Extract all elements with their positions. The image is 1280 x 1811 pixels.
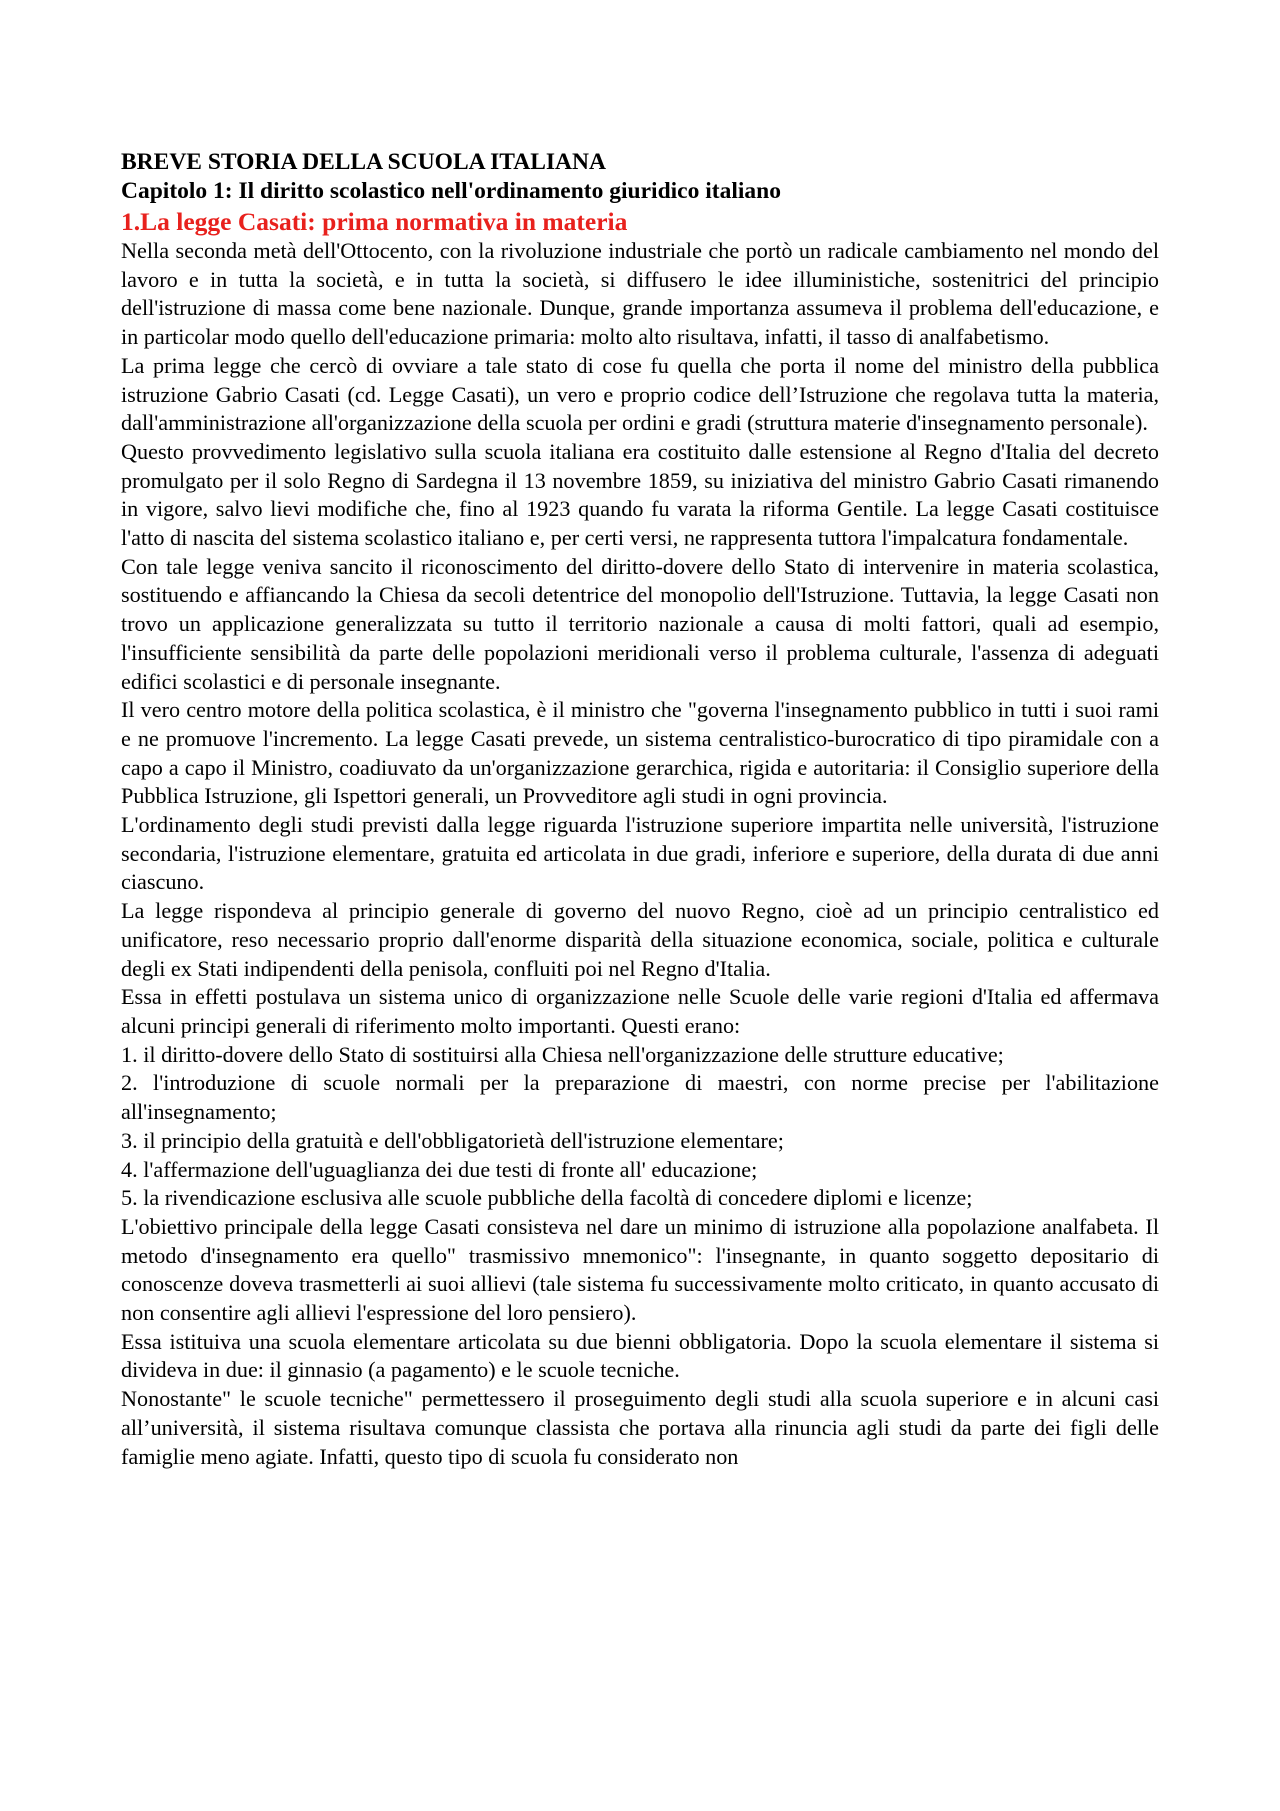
document-title: BREVE STORIA DELLA SCUOLA ITALIANA — [121, 149, 606, 175]
paragraph: Essa istituiva una scuola elementare articolata su due bienni obbligatoria. Dopo la scuola elementare il sistema si divideva in due: il ginnasio (a pagamento) e le scuole tecniche. — [121, 1328, 1159, 1383]
paragraph: Nella seconda metà dell'Ottocento, con la rivoluzione industriale che portò un radicale cambiamento nel mondo del lavoro e in tutta la società, e in tutta la società, si diffusero le idee illuministiche, sostenitrici del principio dell'istruzione di massa come bene nazionale. Dunque, grande importanza assumeva il problema dell'educazione, e in particolar modo quello dell'educazione primaria: molto alto risultava, infatti, il tasso di analfabetismo. — [121, 238, 1159, 350]
document-body — [121, 237, 1159, 1471]
list-item: 3. il principio della gratuità e dell'obbligatorietà dell'istruzione elementare; — [121, 1127, 784, 1153]
paragraph: La legge rispondeva al principio generale di governo del nuovo Regno, cioè ad un principio centralistico ed unificatore, reso necessario proprio dall'enorme disparità della situazione economica, sociale, politica e culturale degli ex Stati indipendenti della penisola, confluiti poi nel Regno d'Italia. — [121, 898, 1159, 981]
list-item: 4. l'affermazione dell'uguaglianza dei due testi di fronte all' educazione; — [121, 1156, 758, 1182]
chapter-title: Capitolo 1: Il diritto scolastico nell'ordinamento giuridico italiano — [121, 178, 781, 204]
paragraph: Nonostante" le scuole tecniche" permettessero il proseguimento degli studi alla scuola superiore e in alcuni casi all’università, il sistema risultava comunque classista che portava alla rinuncia agli studi da parte dei figli delle famiglie meno agiate. Infatti, questo tipo di scuola fu considerato non — [121, 1386, 1159, 1469]
paragraph: Il vero centro motore della politica scolastica, è il ministro che "governa l'insegnamento pubblico in tutti i suoi rami e ne promuove l'incremento. La legge Casati prevede, un sistema centralistico-burocratico di tipo piramidale con a capo a capo il Ministro, coadiuvato da un'organizzazione gerarchica, rigida e autoritaria: il Consiglio superiore della Pubblica Istruzione, gli Ispettori generali, un Provveditore agli studi in ogni provincia. — [121, 697, 1159, 809]
document-page — [121, 148, 1159, 1471]
paragraph: Essa in effetti postulava un sistema unico di organizzazione nelle Scuole delle varie regioni d'Italia ed affermava alcuni principi generali di riferimento molto importanti. Questi erano: — [121, 984, 1159, 1038]
list-item: 5. la rivendicazione esclusiva alle scuole pubbliche della facoltà di concedere diplomi e licenze; — [121, 1185, 973, 1211]
paragraph: La prima legge che cercò di ovviare a tale stato di cose fu quella che porta il nome del ministro della pubblica istruzione Gabrio Casati (cd. Legge Casati), un vero e proprio codice dell’Istruzione che regolava tutta la materia, dall'amministrazione all'organizzazione della scuola per ordini e gradi (struttura materie d'insegnamento personale). — [121, 352, 1159, 436]
paragraph: L'obiettivo principale della legge Casati consisteva nel dare un minimo di istruzione alla popolazione analfabeta. Il metodo d'insegnamento era quello" trasmissivo mnemonico": l'insegnante, in quanto soggetto depositario di conoscenze doveva trasmetterli ai suoi allievi (tale sistema fu successivamente molto criticato, in quanto accusato di non consentire agli allievi l'espressione del loro pensiero). — [121, 1213, 1159, 1326]
list-item: 2. l'introduzione di scuole normali per la preparazione di maestri, con norme precise per l'abilitazione all'insegnamento; — [121, 1070, 1159, 1125]
section-title: 1.La legge Casati: prima normativa in materia — [121, 207, 628, 236]
paragraph: Con tale legge veniva sancito il riconoscimento del diritto-dovere dello Stato di intervenire in materia scolastica, sostituendo e affiancando la Chiesa da secoli detentrice del monopolio dell'Istruzione. Tuttavia, la legge Casati non trovo un applicazione generalizzata su tutto il territorio nazionale a causa di molti fattori, quali ad esempio, l'insufficiente sensibilità da parte delle popolazioni meridionali verso il problema culturale, l'assenza di adeguati edifici scolastici e di personale insegnante. — [121, 553, 1159, 694]
paragraph: Questo provvedimento legislativo sulla scuola italiana era costituito dalle estensione al Regno d'Italia del decreto promulgato per il solo Regno di Sardegna il 13 novembre 1859, su iniziativa del ministro Gabrio Casati rimanendo in vigore, salvo lievi modifiche che, fino al 1923 quando fu varata la riforma Gentile. La legge Casati costituisce l'atto di nascita del sistema scolastico italiano e, per certi versi, ne rappresenta tuttora l'impalcatura fondamentale. — [121, 438, 1159, 551]
list-item: 1. il diritto-dovere dello Stato di sostituirsi alla Chiesa nell'organizzazione delle strutture educative; — [121, 1041, 1004, 1067]
paragraph: L'ordinamento degli studi previsti dalla legge riguarda l'istruzione superiore impartita nelle università, l'istruzione secondaria, l'istruzione elementare, gratuita ed articolata in due gradi, inferiore e superiore, della durata di due anni ciascuno. — [121, 812, 1159, 895]
